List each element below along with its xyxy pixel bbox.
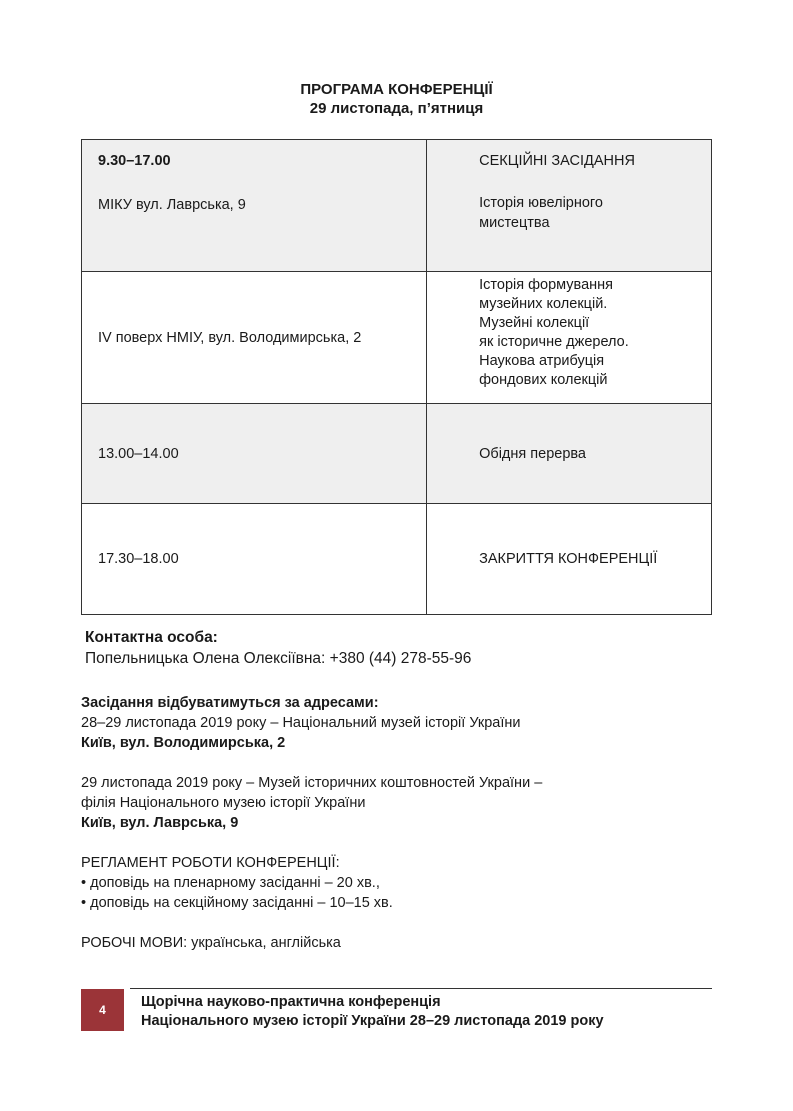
address-line: філія Національного музею історії України bbox=[81, 795, 366, 811]
program-date: 29 листопада, п’ятниця bbox=[309, 100, 484, 117]
address-bold: Київ, вул. Лаврська, 9 bbox=[81, 815, 239, 831]
session-topic: Наукова атрибуція bbox=[479, 353, 605, 369]
table-row bbox=[82, 504, 712, 615]
footer-divider bbox=[130, 988, 712, 989]
table-row bbox=[82, 272, 712, 404]
table-cell bbox=[82, 404, 427, 504]
table-cell bbox=[82, 272, 427, 404]
address-line: 28–29 листопада 2019 року – Національний музей історії України bbox=[81, 715, 521, 731]
program-table bbox=[81, 139, 712, 615]
languages-line: РОБОЧІ МОВИ: українська, англійська bbox=[81, 935, 341, 951]
addresses-heading: Засідання відбуватимуться за адресами: bbox=[81, 695, 379, 711]
page-number: 4 bbox=[81, 989, 124, 1031]
page-title bbox=[0, 80, 793, 118]
footer-text bbox=[141, 993, 604, 1031]
regulations-item: • доповідь на пленарному засіданні – 20 хв., bbox=[81, 875, 380, 891]
session-topic: мистецтва bbox=[479, 215, 550, 231]
table-row bbox=[82, 404, 712, 504]
session-event: Обідня перерва bbox=[479, 445, 586, 462]
session-event: ЗАКРИТТЯ КОНФЕРЕНЦІЇ bbox=[479, 551, 658, 567]
session-venue: МІКУ вул. Лаврська, 9 bbox=[98, 197, 246, 213]
session-topic: Історія формування bbox=[479, 277, 614, 293]
session-time: 17.30–18.00 bbox=[98, 551, 179, 567]
session-topic: як історичне джерело. bbox=[479, 334, 629, 350]
contact-person: Попельницька Олена Олексіївна: +380 (44) 278-55-96 bbox=[85, 650, 472, 667]
session-topic: музейних колекцій. bbox=[479, 296, 608, 312]
table-cell bbox=[427, 404, 712, 504]
contact-block bbox=[85, 627, 471, 669]
contact-heading: Контактна особа: bbox=[85, 629, 218, 646]
info-block bbox=[81, 693, 721, 953]
table-cell bbox=[427, 140, 712, 272]
session-time: 13.00–14.00 bbox=[98, 445, 179, 462]
table-cell bbox=[82, 504, 427, 615]
address-bold: Київ, вул. Володимирська, 2 bbox=[81, 735, 286, 751]
footer-line: Національного музею історії України 28–29 листопада 2019 року bbox=[141, 1013, 604, 1029]
footer-line: Щорічна науково-практична конференція bbox=[141, 994, 441, 1010]
session-event: СЕКЦІЙНІ ЗАСІДАННЯ bbox=[479, 153, 635, 169]
table-cell bbox=[427, 504, 712, 615]
table-cell bbox=[427, 272, 712, 404]
address-line: 29 листопада 2019 року – Музей історичних коштовностей України – bbox=[81, 775, 543, 791]
table-row bbox=[82, 140, 712, 272]
session-topic: Музейні колекції bbox=[479, 315, 590, 331]
regulations-item: • доповідь на секційному засіданні – 10–15 хв. bbox=[81, 895, 393, 911]
session-topic: фондових колекцій bbox=[479, 372, 608, 388]
session-venue: IV поверх НМІУ, вул. Володимирська, 2 bbox=[98, 329, 362, 346]
session-time: 9.30–17.00 bbox=[98, 153, 171, 169]
program-title: ПРОГРАМА КОНФЕРЕНЦІЇ bbox=[300, 81, 493, 98]
table-cell bbox=[82, 140, 427, 272]
regulations-heading: РЕГЛАМЕНТ РОБОТИ КОНФЕРЕНЦІЇ: bbox=[81, 855, 340, 871]
session-topic: Історія ювелірного bbox=[479, 195, 603, 211]
